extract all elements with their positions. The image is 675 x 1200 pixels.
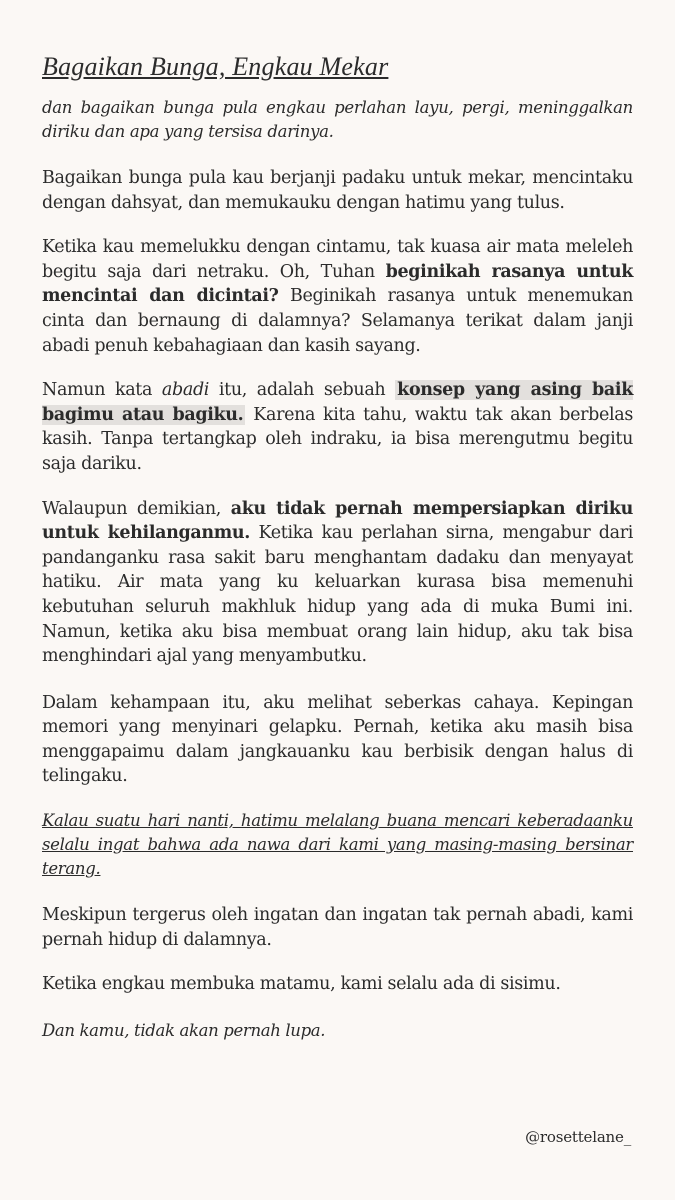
p4-text-a: Walaupun demikian, — [42, 498, 231, 519]
page-title: Bagaikan Bunga, Engkau Mekar — [42, 52, 389, 81]
p3-text-a: Namun kata — [42, 380, 162, 401]
p4-bold: aku tidak pernah mempersiapkan diriku untuk kehilanganmu. — [42, 498, 633, 544]
paragraph-2 — [42, 235, 633, 358]
signoff: Dan kamu, tidak akan pernah lupa. — [42, 1020, 326, 1040]
paragraph-1: Bagaikan bunga pula kau berjanji padaku untuk mekar, mencintaku dengan dahsyat, dan memukauku dengan hatimu yang tulus. — [42, 168, 633, 213]
p3-italic: abadi — [161, 380, 210, 401]
p2-text-a: Ketika kau memelukku dengan cintamu, tak kuasa air mata meleleh begitu saja dari netraku. Oh, Tuhan — [42, 237, 633, 282]
p2-text-c: Beginikah rasanya untuk menemukan cinta dan bernaung di dalamnya? Selamanya terikat dalam janji abadi penuh kebahagiaan dan kasih sayang. — [42, 286, 633, 356]
p3-text-c: itu, adalah sebuah — [209, 380, 396, 401]
paragraph-7: Ketika engkau membuka matamu, kami selalu ada di sisimu. — [42, 974, 561, 995]
p3-text-e: Karena kita tahu, waktu tak akan berbelas kasih. Tanpa tertangkap oleh indraku, ia bisa merengutmu begitu saja dariku. — [42, 404, 633, 474]
author-handle: @rosettelane_ — [525, 1128, 631, 1146]
p4-text-c: Ketika kau perlahan sirna, mengabur dari pandanganku rasa sakit baru menghantam dadaku dan menyayat hatiku. Air mata yang ku keluarkan kurasa bisa memenuhi kebutuhan seluruh makhluk hidup yang ada di muka Bumi ini. Namun, ketika aku bisa membuat orang lain hidup, aku tak bisa menghindari ajal yang menyambutku. — [42, 523, 633, 667]
paragraph-6: Meskipun tergerus oleh ingatan dan ingatan tak pernah abadi, kami pernah hidup di dalamnya. — [42, 905, 633, 950]
quote-paragraph: Kalau suatu hari nanti, hatimu melalang buana mencari keberadaanku selalu ingat bahwa ada nawa dari kami yang masing-masing bersinar terang. — [42, 811, 633, 879]
intro-paragraph: dan bagaikan bunga pula engkau perlahan layu, pergi, meninggalkan diriku dan apa yang tersisa darinya. — [42, 98, 633, 141]
paragraph-3 — [42, 378, 633, 476]
p2-bold: beginikah rasanya untuk mencintai dan dicintai? — [42, 261, 633, 307]
paragraph-4 — [42, 497, 633, 669]
paragraph-5: Dalam kehampaan itu, aku melihat seberkas cahaya. Kepingan memori yang menyinari gelapku. Pernah, ketika aku masih bisa menggapaimu dalam jangkauanku kau berbisik dengan halus di telingaku. — [42, 692, 633, 787]
p3-highlight: konsep yang asing baik bagimu atau bagiku. — [42, 380, 633, 425]
